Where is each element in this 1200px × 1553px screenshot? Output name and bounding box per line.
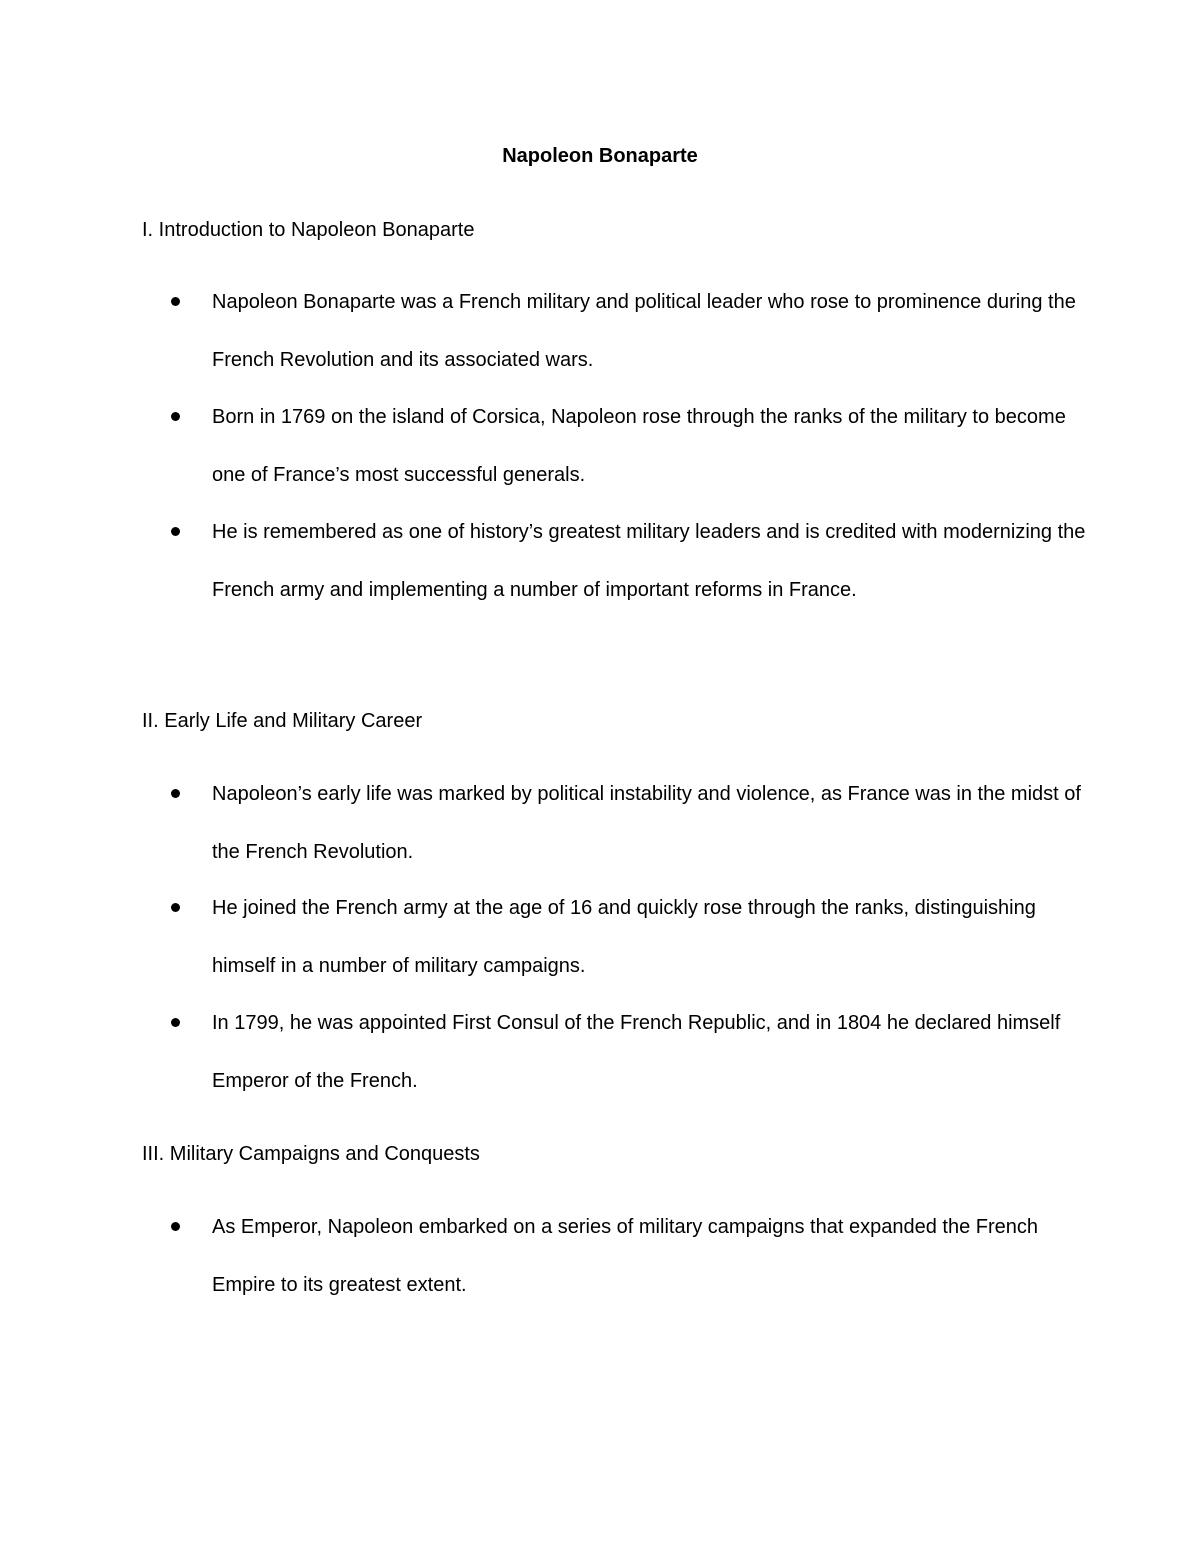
- list-item: [212, 995, 1092, 1110]
- section-heading: I. Introduction to Napoleon Bonaparte: [142, 219, 475, 241]
- bullet-icon: [171, 903, 180, 912]
- bullet-icon: [171, 789, 180, 798]
- list-item: [212, 274, 1092, 389]
- section-heading: III. Military Campaigns and Conquests: [142, 1143, 480, 1165]
- list-item: [212, 766, 1092, 881]
- list-item-text: Napoleon’s early life was marked by political instability and violence, as France was in the midst of the French Revolution.: [212, 783, 1081, 863]
- list-item: [212, 504, 1092, 619]
- list-item-text: Born in 1769 on the island of Corsica, Napoleon rose through the ranks of the military to become one of France’s most successful generals.: [212, 406, 1066, 486]
- list-item-text: He joined the French army at the age of 16 and quickly rose through the ranks, distinguishing himself in a number of military campaigns.: [212, 897, 1036, 977]
- list-item-text: He is remembered as one of history’s greatest military leaders and is credited with modernizing the French army and implementing a number of important reforms in France.: [212, 521, 1086, 601]
- list-item-text: In 1799, he was appointed First Consul of the French Republic, and in 1804 he declared himself Emperor of the French.: [212, 1012, 1061, 1092]
- list-item: [212, 1199, 1092, 1314]
- list-item: [212, 389, 1092, 504]
- list-item-text: As Emperor, Napoleon embarked on a series of military campaigns that expanded the French Empire to its greatest extent.: [212, 1216, 1038, 1296]
- list-item-text: Napoleon Bonaparte was a French military and political leader who rose to prominence during the French Revolution and its associated wars.: [212, 291, 1076, 371]
- bullet-icon: [171, 412, 180, 421]
- list-item: [212, 880, 1092, 995]
- bullet-icon: [171, 1018, 180, 1027]
- section-heading: II. Early Life and Military Career: [142, 710, 423, 732]
- bullet-icon: [171, 297, 180, 306]
- bullet-icon: [171, 527, 180, 536]
- bullet-icon: [171, 1222, 180, 1231]
- document-title: Napoleon Bonaparte: [502, 145, 698, 167]
